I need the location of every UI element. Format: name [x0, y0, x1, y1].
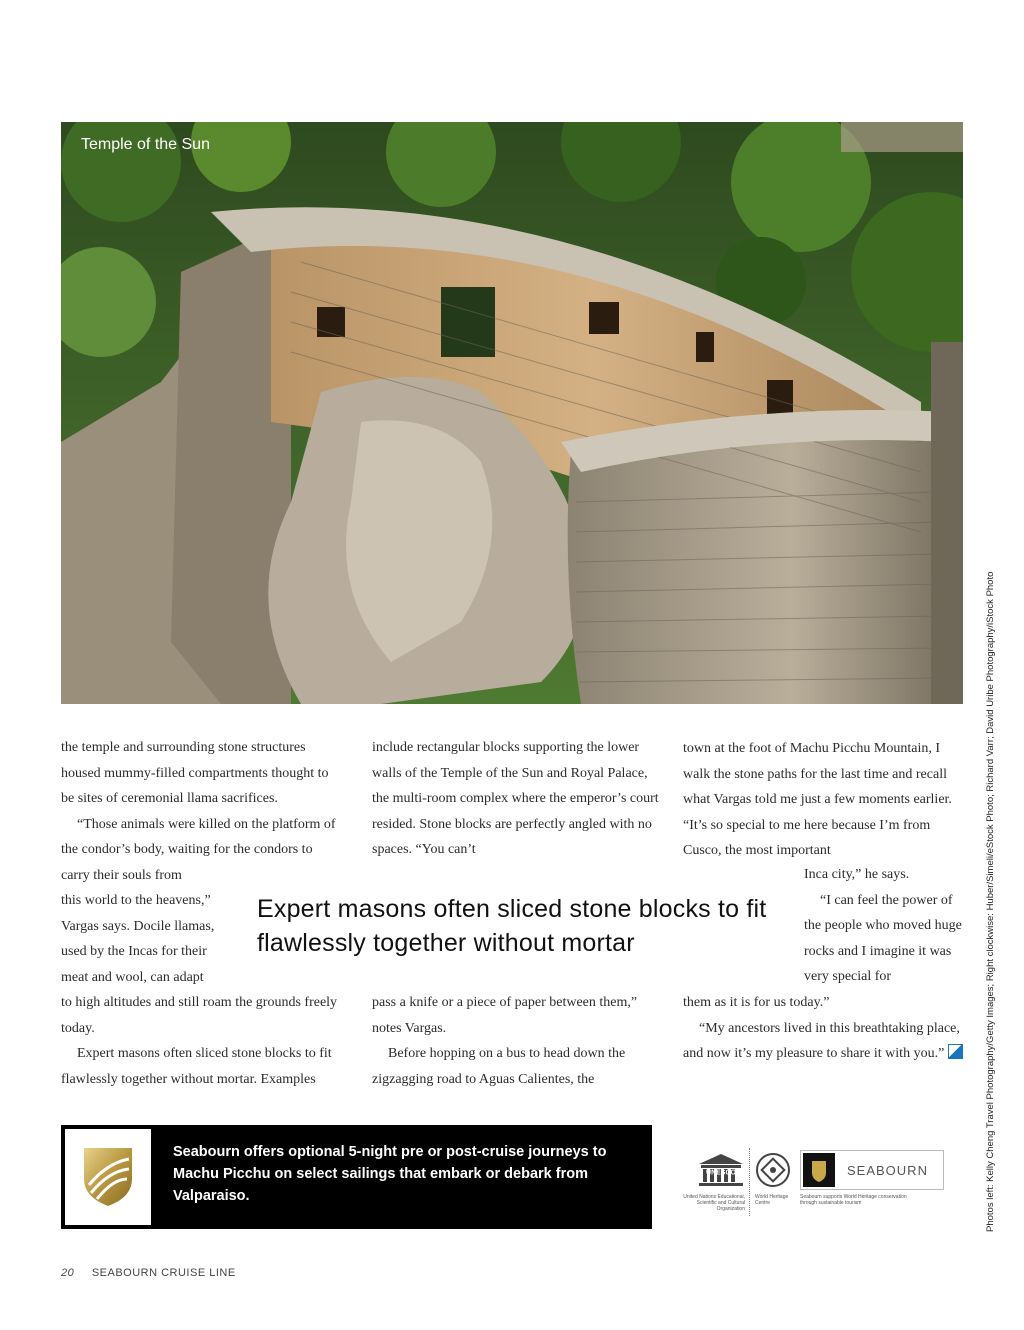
paragraph-with-endmark — [683, 1016, 965, 1067]
promo-banner — [61, 1125, 652, 1229]
dotted-divider — [749, 1148, 750, 1216]
paragraph: Before hopping on a bus to head down the zigzagging road to Aguas Calientes, the — [372, 1046, 626, 1087]
article-column-1-wrap — [61, 888, 231, 990]
article-column-3-lower — [683, 990, 965, 1067]
crest-icon — [81, 1145, 135, 1209]
article-column-3-wrap — [804, 862, 966, 990]
paragraph: this world to the heavens,” Vargas says. Docile llamas, used by the Incas for their meat and wool, can adapt — [61, 893, 215, 985]
photo-credit: Photos left: Kelly Cheng Travel Photography/Getty Images; Right clockwise: Huber/Simeli/eStock Photo; Richard Varr; David Uribe Photography/iStock Photo — [985, 571, 996, 1232]
world-heritage-centre-name: World Heritage Centre — [755, 1194, 789, 1206]
publication-name: SEABOURN CRUISE LINE — [91, 1267, 236, 1279]
photo-caption: Temple of the Sun — [81, 136, 210, 153]
seabourn-support-text: Seabourn supports World Heritage conservation through sustainable tourism — [800, 1194, 907, 1206]
seabourn-crest-logo — [65, 1129, 151, 1225]
partner-logos — [683, 1148, 945, 1218]
pull-quote: Expert masons often sliced stone blocks to fit flawlessly together without mortar — [257, 895, 767, 957]
seabourn-logo-box — [800, 1150, 944, 1190]
paragraph: “My ancestors lived in this breathtaking place, and now it’s my pleasure to share it with you.” — [683, 1020, 960, 1061]
article-column-2 — [372, 735, 660, 863]
paragraph: the temple and surrounding stone structures housed mummy-filled compartments thought to be sites of ceremonial llama sacrifices. — [61, 740, 329, 806]
unesco-name: United Nations Educational, Scientific and Cultural Organization — [683, 1194, 745, 1212]
page-footer — [61, 1267, 236, 1279]
world-heritage-emblem-icon — [755, 1152, 791, 1188]
end-mark-icon — [948, 1044, 963, 1059]
hero-photo — [61, 122, 963, 704]
seabourn-wordmark: SEABOURN — [847, 1163, 928, 1178]
paragraph: Inca city,” he says. — [804, 867, 910, 882]
banner-text: Seabourn offers optional 5-night pre or post-cruise journeys to Machu Picchu on select sailings that embark or debark from Valparaiso. — [173, 1144, 607, 1204]
temple-photo-illustration — [61, 122, 963, 704]
article-column-1-lower — [61, 990, 349, 1092]
paragraph: include rectangular blocks supporting the lower walls of the Temple of the Sun and Royal Palace, the multi-room complex where the emperor’s court resided. Stone blocks are perfectly angled with no spaces. “You can’t — [372, 740, 659, 857]
paragraph: “I can feel the power of the people who moved huge rocks and I imagine it was very special for — [804, 892, 962, 984]
article-column-1 — [61, 735, 341, 888]
page-number: 20 — [61, 1267, 75, 1279]
paragraph: “Those animals were killed on the platform of the condor’s body, waiting for the condors to carry their souls from — [61, 816, 336, 883]
paragraph: to high altitudes and still roam the grounds freely today. — [61, 995, 338, 1036]
paragraph: pass a knife or a piece of paper between them,” notes Vargas. — [372, 995, 638, 1036]
article-column-3 — [683, 736, 965, 864]
seabourn-mark-icon — [803, 1153, 835, 1187]
paragraph: town at the foot of Machu Picchu Mountain, I walk the stone paths for the last time and recall what Vargas told me just a few moments earlier. “It’s so special to me here because I’m from Cusco, the most important — [683, 741, 952, 858]
unesco-wordmark: UNESCO — [706, 1169, 736, 1177]
paragraph: Expert masons often sliced stone blocks to fit flawlessly together without mortar. Examples — [61, 1046, 332, 1087]
unesco-temple-icon — [697, 1152, 745, 1188]
article-column-2-lower — [372, 990, 660, 1092]
paragraph: them as it is for us today.” — [683, 995, 830, 1010]
